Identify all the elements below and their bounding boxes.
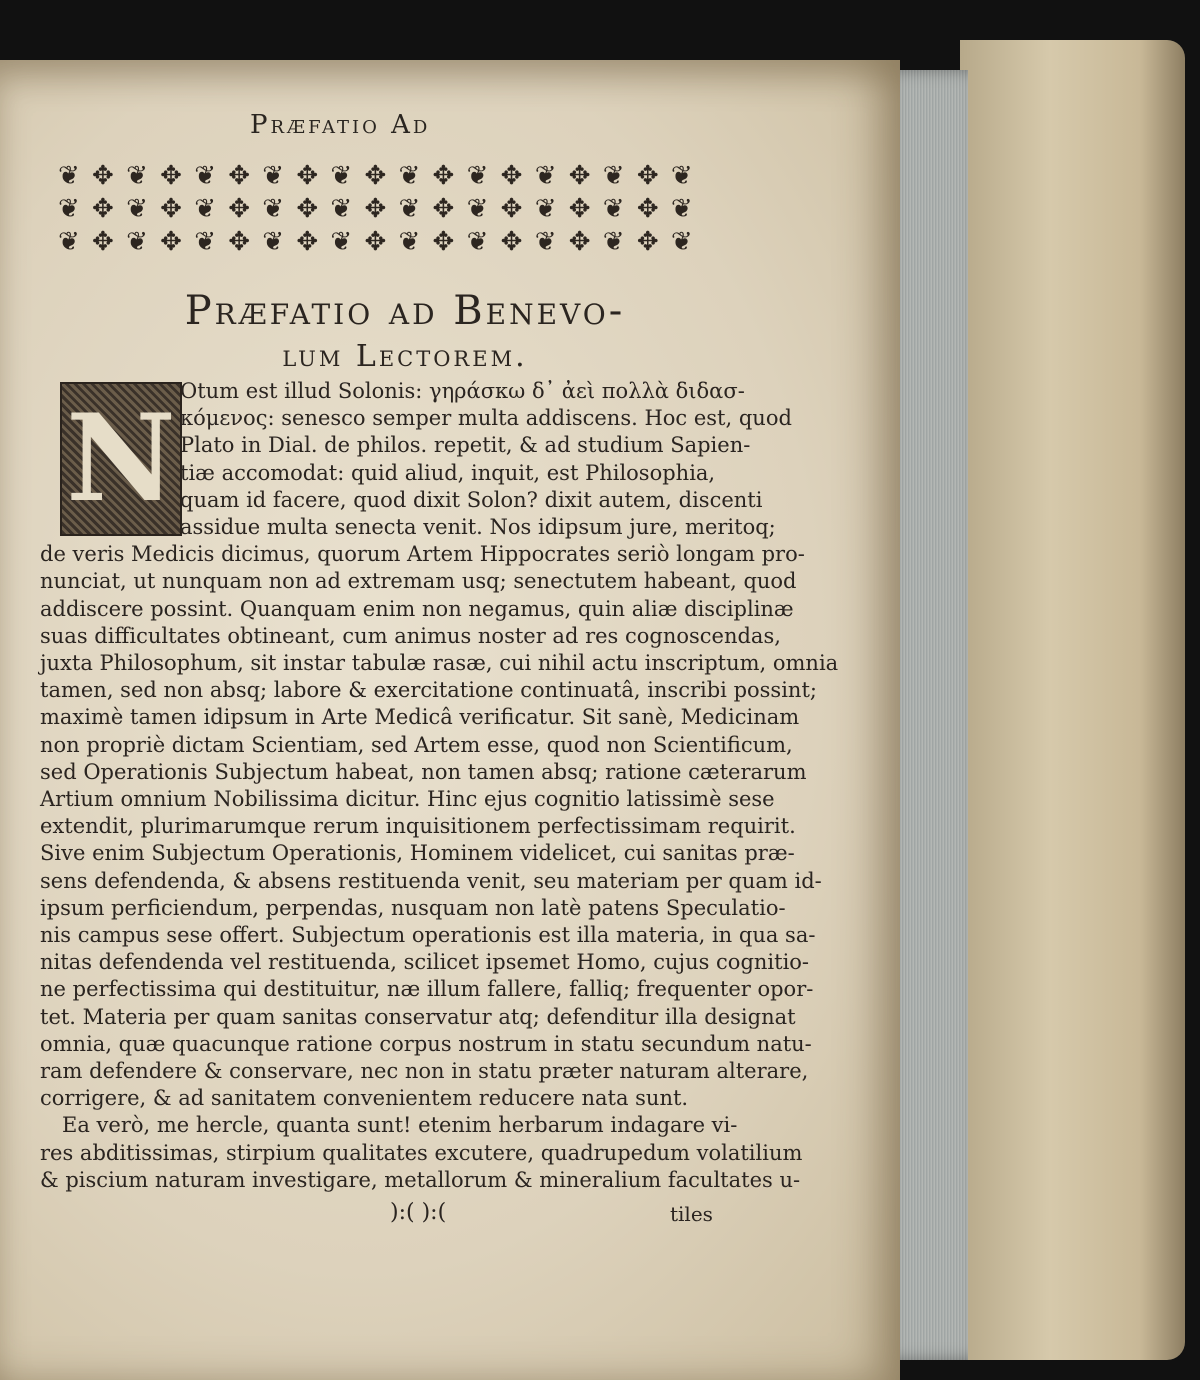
text-line: ne perfectissima qui destituitur, næ illum fallere, falliq; frequenter opor- — [40, 977, 814, 1002]
text-line: juxta Philosophum, sit instar tabulæ rasæ, cui nihil actu inscriptum, omnia — [40, 651, 839, 676]
text-line: tiæ accomodat: quid aliud, inquit, est Philosophia, — [180, 460, 716, 485]
text-line: quam id facere, quod dixit Solon? dixit autem, discenti — [180, 487, 763, 512]
signature-mark: ):( ):( — [390, 1200, 447, 1225]
text-line: Ea verò, me hercle, quanta sunt! etenim herbarum indagare vi- — [62, 1113, 738, 1138]
text-line: Plato in Dial. de philos. repetit, & ad studium Sapien- — [180, 433, 751, 458]
book-cover — [960, 40, 1185, 1360]
ornamental-border — [58, 160, 708, 260]
text-line: suas difficultates obtineant, cum animus noster ad res cognoscendas, — [40, 623, 781, 648]
text-line: ram defendere & conservare, nec non in statu præter naturam alterare, — [40, 1059, 809, 1084]
title-line-2: lum Lectorem. — [282, 339, 528, 374]
text-line: nis campus sese offert. Subjectum operationis est illa materia, in qua sa- — [40, 923, 816, 948]
text-line: de veris Medicis dicimus, quorum Artem Hippocrates seriò longam pro- — [40, 542, 805, 567]
text-line: maximè tamen idipsum in Arte Medicâ verificatur. Sit sanè, Medicinam — [40, 705, 800, 730]
ornament-row: ❦ ✥ ❦ ✥ ❦ ✥ ❦ ✥ ❦ ✥ ❦ ✥ ❦ ✥ ❦ ✥ ❦ ✥ ❦ — [58, 194, 695, 224]
text-line: addiscere possint. Quanquam enim non negamus, quin aliæ disciplinæ — [40, 596, 794, 621]
title-line-1: Præfatio ad Benevo- — [184, 288, 626, 334]
text-line: Otum est illud Solonis: γηράσκω δ᾽ ἀεὶ πολλὰ διδασ- — [180, 379, 745, 403]
text-line: sed Operationis Subjectum habeat, non tamen absq; ratione cæterarum — [40, 759, 807, 784]
decorated-initial: N — [60, 382, 182, 536]
text-line: Artium omnium Nobilissima dicitur. Hinc ejus cognitio latissimè sese — [40, 787, 775, 812]
text-line: res abditissimas, stirpium qualitates excutere, quadrupedum volatilium — [40, 1140, 803, 1165]
text-line: Sive enim Subjectum Operationis, Hominem videlicet, cui sanitas præ- — [40, 841, 795, 866]
text-line: omnia, quæ quacunque ratione corpus nostrum in statu secundum natu- — [40, 1031, 812, 1056]
chapter-title — [105, 288, 705, 380]
text-line: tet. Materia per quam sanitas conservatur atq; defenditur illa designat — [40, 1004, 796, 1029]
text-line: sens defendenda, & absens restituenda venit, seu materiam per quam id- — [40, 868, 822, 893]
text-line: tamen, sed non absq; labore & exercitatione continuatâ, inscribi possint; — [40, 678, 817, 703]
text-line: ipsum perficiendum, perpendas, nusquam non latè patens Speculatio- — [40, 895, 786, 920]
running-head: Præfatio Ad — [250, 110, 431, 140]
text-line: assidue multa senecta venit. Nos idipsum jure, meritoq; — [180, 515, 776, 540]
text-line: corrigere, & ad sanitatem convenientem reducere nata sunt. — [40, 1086, 689, 1111]
text-line: extendit, plurimarumque rerum inquisitionem perfectissimam requirit. — [40, 814, 796, 839]
text-line: non propriè dictam Scientiam, sed Artem esse, quod non Scientificum, — [40, 732, 793, 757]
text-line: nunciat, ut nunquam non ad extremam usq; senectutem habeant, quod — [40, 569, 797, 594]
ornament-row: ❦ ✥ ❦ ✥ ❦ ✥ ❦ ✥ ❦ ✥ ❦ ✥ ❦ ✥ ❦ ✥ ❦ ✥ ❦ — [58, 227, 695, 257]
ornament-row: ❦ ✥ ❦ ✥ ❦ ✥ ❦ ✥ ❦ ✥ ❦ ✥ ❦ ✥ ❦ ✥ ❦ ✥ ❦ — [58, 161, 695, 191]
body-text — [40, 378, 839, 1194]
text-line: κόμενος: senesco semper multa addiscens. Hoc est, quod — [180, 406, 792, 431]
text-line: & piscium naturam investigare, metallorum & mineralium facultates u- — [40, 1167, 801, 1192]
text-line: nitas defendenda vel restituenda, scilicet ipsemet Homo, cujus cognitio- — [40, 950, 810, 975]
catchword: tiles — [670, 1202, 713, 1226]
